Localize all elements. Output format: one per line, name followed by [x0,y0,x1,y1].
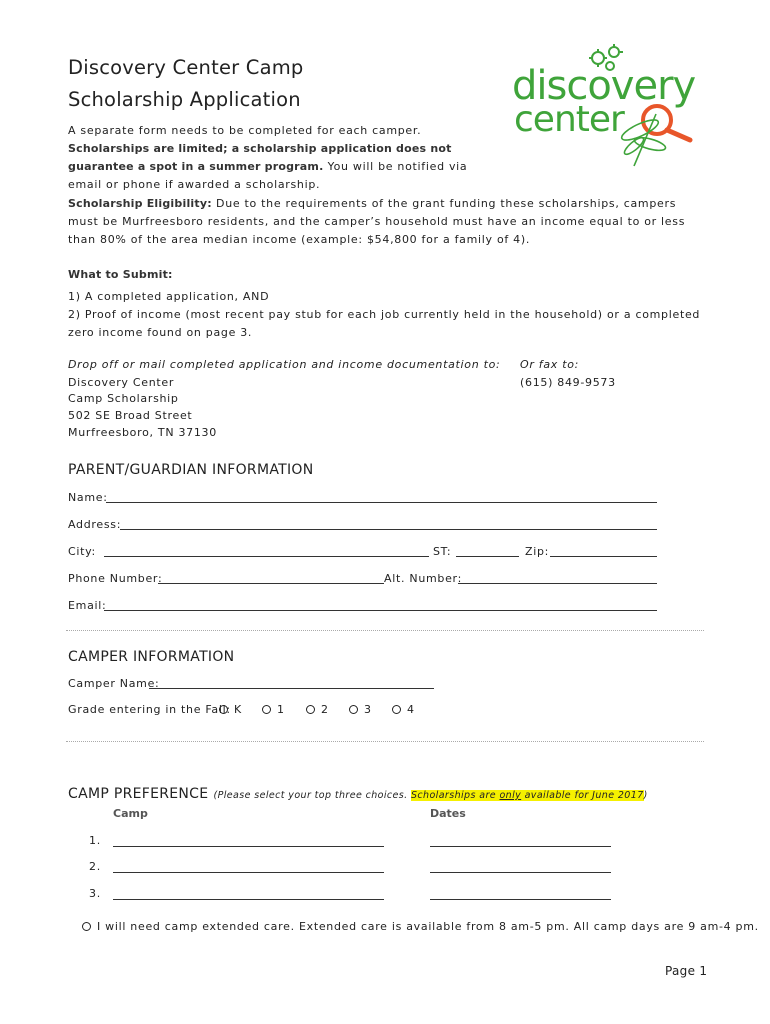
grade-option-label: K [234,703,242,716]
phone-field[interactable] [158,583,384,584]
eligibility-text: Due to the requirements of the grant funding these scholarships, campers must be Murfreesboro residents, and the camper’s household must have an income equal to or less than 80% of the area median income (example: $54,800 for a family of 4). [68,197,686,246]
alt-number-field[interactable] [458,583,657,584]
highlight-text: Scholarships are [410,790,500,801]
address-line-4: Murfreesboro, TN 37130 [68,426,217,439]
logo-graphic [510,44,710,174]
submit-item-2: 2) Proof of income (most recent pay stub for each job currently held in the household) or a completed zero income found on page 3. [68,308,701,339]
state-field[interactable] [456,556,519,557]
intro-bold-notice: Scholarships are limited; a scholarship application does not guarantee a spot in a summer program. [68,142,452,173]
logo-word-center: center [514,99,624,140]
dates-column-header: Dates [430,807,466,820]
intro-paragraph [68,122,488,194]
grade-option-k[interactable] [219,703,242,716]
note-close: ) [643,790,648,801]
radio-circle-icon [219,705,228,714]
radio-circle-icon [262,705,271,714]
address-line-3: 502 SE Broad Street [68,409,193,422]
address-line-1: Discovery Center [68,376,175,389]
scholarship-june-highlight [411,790,644,801]
submit-item-1: 1) A completed application, AND [68,290,270,303]
address-line-2: Camp Scholarship [68,392,179,405]
grade-option-2[interactable] [306,703,329,716]
radio-circle-icon [349,705,358,714]
grade-option-1[interactable] [262,703,285,716]
preference-heading-row [68,783,648,802]
pref-row-number: 3. [89,887,101,900]
radio-circle-icon [306,705,315,714]
grade-option-label: 1 [277,703,285,716]
address-field[interactable] [120,529,657,530]
highlight-text-end: available for June 2017 [521,790,644,801]
camper-name-field[interactable] [149,688,434,689]
grade-option-label: 3 [364,703,372,716]
name-label: Name: [68,491,108,504]
pref-3-camp-field[interactable] [113,899,384,900]
intro-text-end: You will be notified via email or phone if awarded a scholarship. [68,160,468,191]
preference-heading: CAMP PREFERENCE [68,786,209,802]
phone-label: Phone Number: [68,572,163,585]
pref-2-dates-field[interactable] [430,872,611,873]
intro-text: A separate form needs to be completed for each camper. [68,124,422,137]
extended-care-checkbox[interactable] [82,920,759,933]
divider [66,630,704,631]
page-subtitle: Scholarship Application [68,88,301,111]
grade-label: Grade entering in the Fall: [68,703,231,716]
address-label: Address: [68,518,122,531]
fax-number: (615) 849-9573 [520,376,616,389]
city-field[interactable] [104,556,429,557]
logo-word-discovery: discovery [512,63,696,109]
pref-3-dates-field[interactable] [430,899,611,900]
zip-field[interactable] [550,556,657,557]
discovery-center-logo [510,44,710,174]
radio-circle-icon [82,922,91,931]
radio-circle-icon [392,705,401,714]
pref-1-camp-field[interactable] [113,846,384,847]
page-title: Discovery Center Camp [68,56,304,79]
grade-option-3[interactable] [349,703,372,716]
dropoff-label: Drop off or mail completed application and income documentation to: [68,358,501,371]
camp-column-header: Camp [113,807,148,820]
extended-care-label: I will need camp extended care. Extended care is available from 8 am-5 pm. All camp days are 9 am-4 pm. [97,920,759,933]
email-label: Email: [68,599,107,612]
fax-label: Or fax to: [520,358,580,371]
page-number: Page 1 [665,964,708,978]
name-field[interactable] [106,502,657,503]
pref-row-number: 1. [89,834,101,847]
city-label: City: [68,545,96,558]
submit-list [68,288,708,342]
camper-section-heading: CAMPER INFORMATION [68,649,235,665]
pref-row-number: 2. [89,860,101,873]
pref-2-camp-field[interactable] [113,872,384,873]
grade-option-label: 2 [321,703,329,716]
email-field[interactable] [104,610,657,611]
divider [66,741,704,742]
grade-option-label: 4 [407,703,415,716]
eligibility-paragraph [68,195,698,249]
camper-name-label: Camper Name: [68,677,160,690]
preference-note-text: (Please select your top three choices. [213,790,411,801]
parent-section-heading: PARENT/GUARDIAN INFORMATION [68,462,314,478]
submit-heading: What to Submit: [68,268,173,281]
state-label: ST: [433,545,452,558]
highlight-only: only [499,790,522,801]
pref-1-dates-field[interactable] [430,846,611,847]
preference-note [214,790,648,801]
alt-number-label: Alt. Number: [384,572,462,585]
eligibility-heading: Scholarship Eligibility: [68,197,212,210]
zip-label: Zip: [525,545,550,558]
grade-option-4[interactable] [392,703,415,716]
